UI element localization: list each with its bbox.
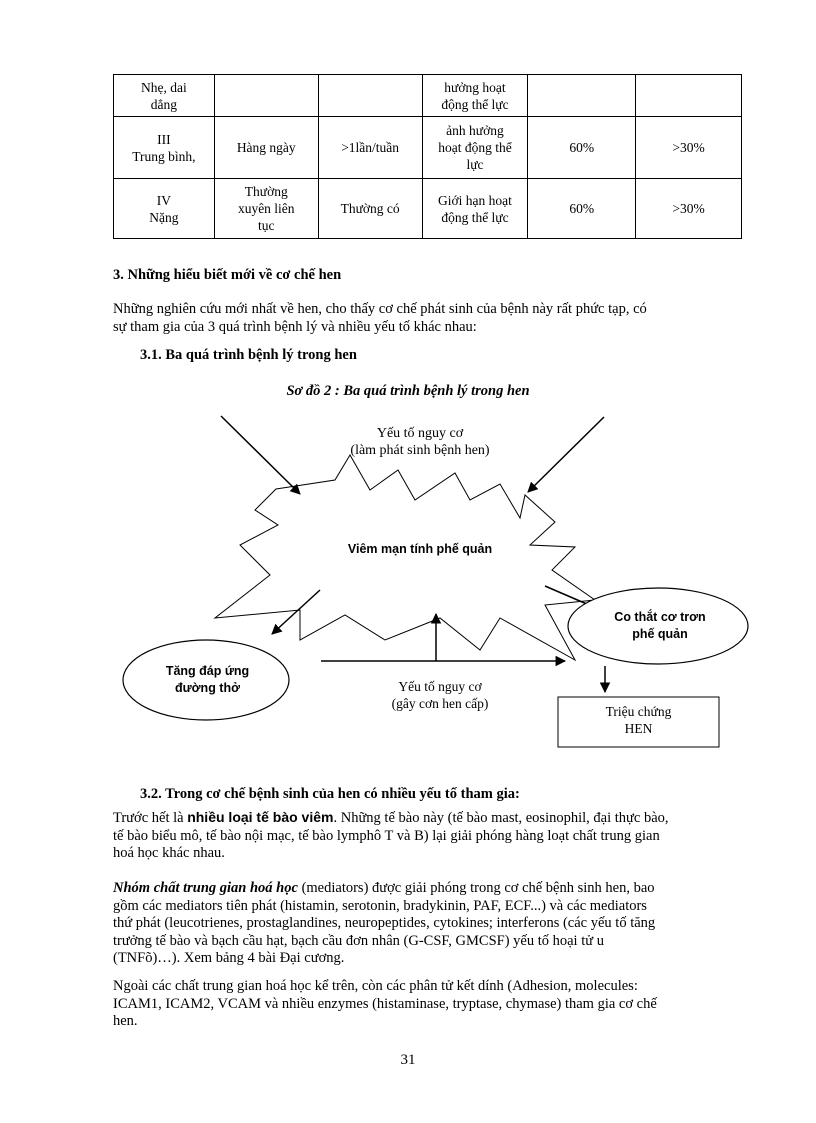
table-cell: 60% (528, 117, 636, 179)
symptom-label: Triệu chứng HEN (605, 704, 672, 736)
paragraph-adhesion-molecules: Ngoài các chất trung gian hoá học kể trên, còn các phân tử kết dính (Adhesion, molecules: ICAM1, ICAM2, VCAM và nhiều enzymes (histaminase, tryptase, chymase) tham gia cơ chế hen. (113, 978, 657, 1029)
table-cell: Thường xuyên liên tục (214, 179, 318, 239)
paragraph-inflammatory-cells: Trước hết là nhiều loại tế bào viêm. Những tế bào này (tế bào mast, eosinophil, đại thực bào, tế bào biểu mô, tế bào nội mạc, tế bào lymphô T và B) lại giải phóng hàng loạt chất trung gian hoá học khác nhau. (113, 809, 669, 861)
chronic-inflammation-label: Viêm mạn tính phế quản (347, 542, 493, 556)
table-cell: Nhẹ, dai dẳng (114, 75, 215, 117)
section-3-intro: Những nghiên cứu mới nhất về hen, cho thấy cơ chế phát sinh của bệnh này rất phức tạp, có sự tham gia của 3 quá trình bệnh lý và nhiều yếu tố khác nhau: (113, 301, 647, 335)
smooth-muscle-spasm-label: Co thắt cơ trơn phế quản (614, 610, 706, 641)
table-cell: >30% (636, 117, 742, 179)
paragraph-mediators: Nhóm chất trung gian hoá học (mediators) được giải phóng trong cơ chế bệnh sinh hen, bao gồm các mediators tiên phát (histamin, serotonin, bradykinin, PAF, ECF...) và các mediators thứ phát (leucotrienes, prostaglandines, neuropeptides, cytokines; interferons (các yếu tố tăng trưởng tế bào và bạch cầu hạt, bạch cầu đơn nhân (G-CSF, GMCSF) yếu tố hoại tử u (TNFõ)…). Xem bảng 4 bài Đại cương. (113, 880, 656, 966)
table-cell: ảnh hưởng hoạt động thể lực (422, 117, 528, 179)
subsection-3-1-heading: 3.1. Ba quá trình bệnh lý trong hen (140, 347, 357, 363)
table-cell: 60% (528, 179, 636, 239)
arrow-risk-left (221, 416, 300, 494)
risk-factors-bottom: Yếu tố nguy cơ (gây cơn hen cấp) (391, 679, 489, 711)
table-cell: hưởng hoạt động thể lực (422, 75, 528, 117)
diagram-caption: Sơ đồ 2 : Ba quá trình bệnh lý trong hen (286, 383, 530, 399)
table-cell: IV Nặng (114, 179, 215, 239)
section-3-heading: 3. Những hiểu biết mới về cơ chế hen (113, 267, 342, 283)
table-cell: Giới hạn hoạt động thể lực (422, 179, 528, 239)
table-cell: Hàng ngày (214, 117, 318, 179)
table-cell: >1lần/tuần (318, 117, 422, 179)
table-cell: III Trung bình, (114, 117, 215, 179)
page-number: 31 (400, 1052, 416, 1068)
subsection-3-2-heading: 3.2. Trong cơ chế bệnh sinh của hen có nhiều yếu tố tham gia: (140, 786, 520, 802)
risk-factors-top: Yếu tố nguy cơ (làm phát sinh bệnh hen) (350, 426, 490, 458)
hyperresponsiveness-label: Tăng đáp ứng đường thở (165, 664, 250, 695)
table-cell: >30% (636, 179, 742, 239)
table-cell: Thường có (318, 179, 422, 239)
